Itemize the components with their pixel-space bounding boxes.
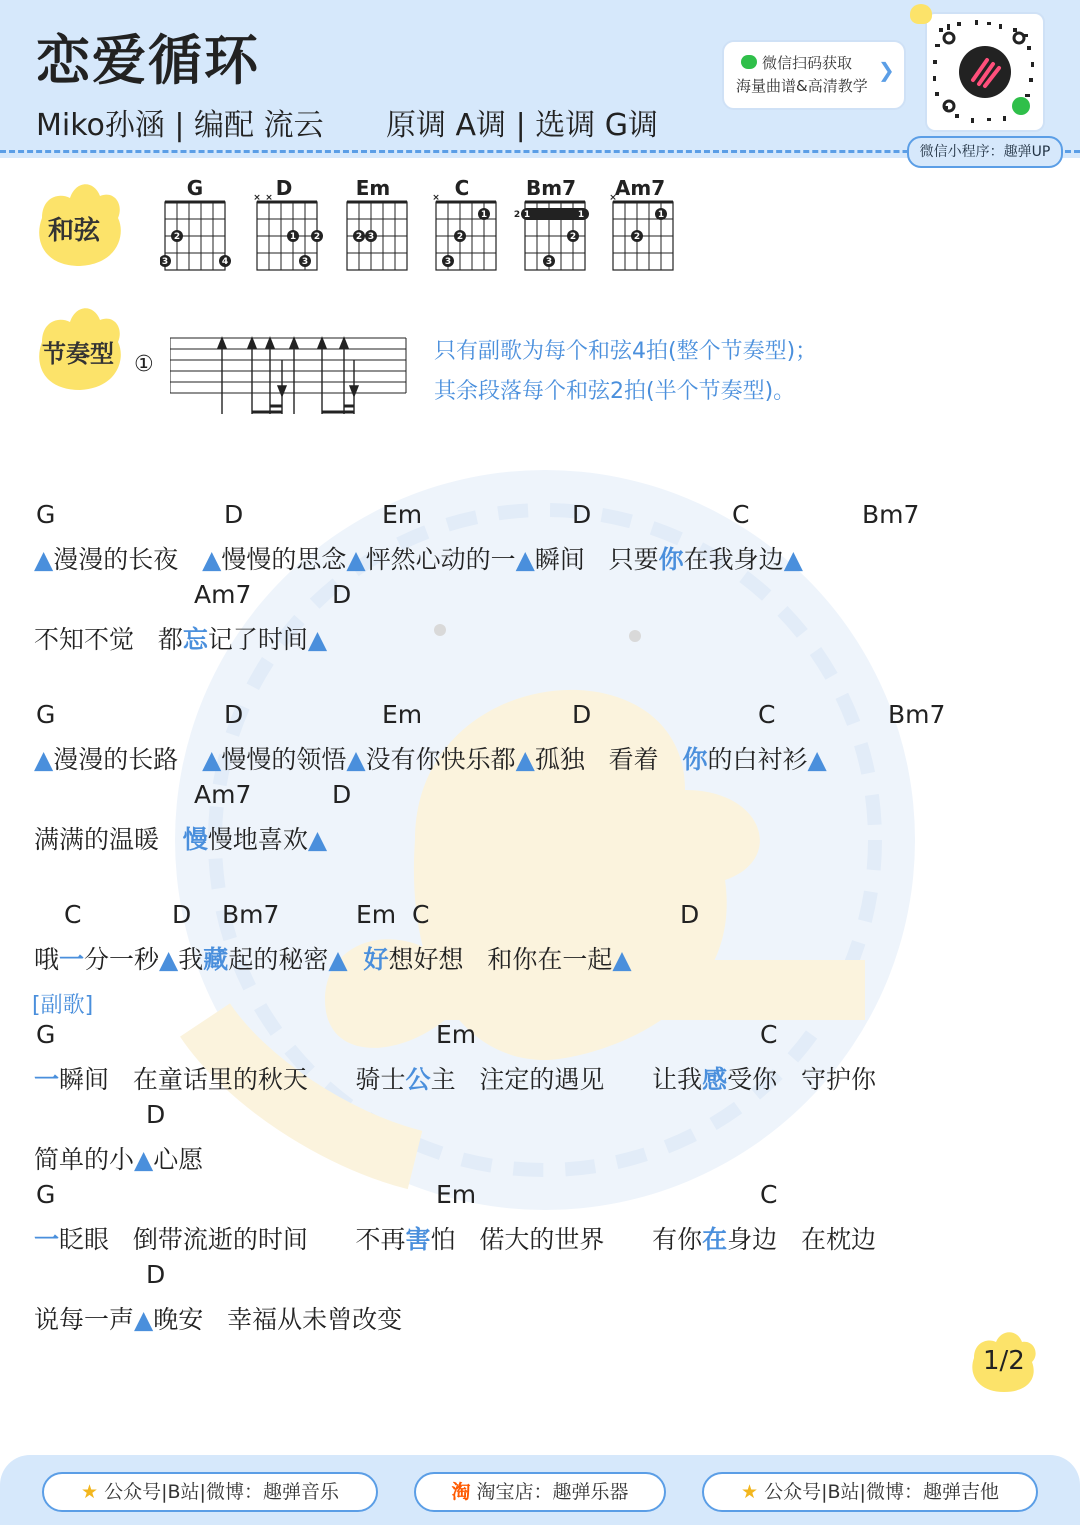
chord-marker: C — [412, 900, 430, 929]
svg-text:3: 3 — [545, 257, 553, 267]
svg-text:2: 2 — [456, 232, 464, 242]
chord-marker: D — [146, 1260, 166, 1289]
chord-marker: Em — [382, 500, 423, 529]
svg-text:×: × — [609, 194, 617, 203]
chord-marker: Bm7 — [862, 500, 920, 529]
svg-text:3: 3 — [301, 257, 309, 267]
rhythm-note-2: 其余段落每个和弦2拍(半个节奏型)。 — [434, 379, 796, 404]
chord-marker: D — [680, 900, 700, 929]
page-number: 1/2 — [983, 1346, 1025, 1376]
chord-marker: Am7 — [194, 580, 252, 609]
svg-text:1: 1 — [577, 210, 585, 220]
footer-pill-middle[interactable] — [414, 1472, 666, 1512]
chord-marker: D — [332, 580, 352, 609]
footer-left-text: 公众号|B站|微博：趣弹音乐 — [104, 1481, 339, 1503]
chord-marker: Em — [356, 900, 397, 929]
svg-text:1: 1 — [289, 232, 297, 242]
footer-right-text: 公众号|B站|微博：趣弹吉他 — [764, 1481, 999, 1503]
star-icon: ★ — [741, 1481, 759, 1503]
chord-marker: D — [146, 1100, 166, 1129]
chord-marker: Em — [436, 1180, 477, 1209]
rhythm-note-1: 只有副歌为每个和弦4拍(整个节奏型)； — [434, 339, 818, 364]
taobao-icon: 淘 — [451, 1481, 471, 1503]
chord-marker: G — [36, 1180, 56, 1209]
chord-marker: C — [732, 500, 750, 529]
svg-text:3: 3 — [367, 232, 375, 242]
chords-label: 和弦 — [48, 216, 101, 246]
duck-logo-icon — [910, 4, 932, 24]
rhythm-label: 节奏型 — [42, 340, 114, 368]
lyric-line: 简单的小▲心愿 — [34, 1145, 204, 1174]
svg-text:2: 2 — [173, 232, 181, 242]
chord-name-g: G — [186, 176, 204, 200]
svg-text:4: 4 — [221, 257, 229, 267]
svg-text:1: 1 — [523, 210, 531, 220]
chord-name-em: Em — [355, 176, 391, 200]
chord-marker: D — [172, 900, 192, 929]
chord-marker: D — [572, 500, 592, 529]
chord-marker: C — [760, 1020, 778, 1049]
chord-marker: Am7 — [194, 780, 252, 809]
svg-text:3: 3 — [444, 257, 452, 267]
svg-text:1: 1 — [657, 210, 665, 220]
wechat-icon — [741, 55, 757, 69]
wechat-line2: 海量曲谱&高清教学 — [736, 77, 868, 95]
lyric-line: 一眨眼 倒带流逝的时间 不再害怕 偌大的世界 有你在身边 在枕边 — [34, 1225, 876, 1254]
chord-marker: Em — [382, 700, 423, 729]
chord-marker: C — [758, 700, 776, 729]
chorus-tag: [副歌] — [32, 993, 94, 1018]
chord-marker: G — [36, 700, 56, 729]
svg-text:×: × — [265, 194, 273, 203]
artist-arranger: Miko孙涵 | 编配 流云 — [36, 108, 324, 143]
svg-text:2: 2 — [313, 232, 321, 242]
song-title: 恋爱循环 — [36, 29, 260, 92]
rhythm-pattern-staff — [170, 336, 410, 418]
chord-marker: C — [64, 900, 82, 929]
svg-text:2: 2 — [355, 232, 363, 242]
chord-marker: D — [224, 500, 244, 529]
lyric-line: 一瞬间 在童话里的秋天 骑士公主 注定的遇见 让我感受你 守护你 — [34, 1065, 876, 1094]
chord-marker: D — [572, 700, 592, 729]
chord-marker: Em — [436, 1020, 477, 1049]
lyric-line: 满满的温暖 慢慢地喜欢▲ — [34, 825, 328, 854]
footer-pill-left[interactable] — [42, 1472, 378, 1512]
chord-marker: Bm7 — [888, 700, 946, 729]
chord-marker: C — [760, 1180, 778, 1209]
lyric-line: 不知不觉 都忘记了时间▲ — [34, 625, 328, 654]
chord-diagrams — [160, 194, 680, 276]
key-info: 原调 A调 | 选调 G调 — [386, 108, 659, 143]
svg-text:1: 1 — [480, 210, 488, 220]
lyric-line: 说每一声▲晚安 幸福从未曾改变 — [34, 1305, 403, 1334]
chord-marker: G — [36, 1020, 56, 1049]
lyric-line: 哦一分一秒▲我藏起的秘密▲ 好想好想 和你在一起▲ — [34, 945, 632, 974]
chevron-right-icon: ❯ — [878, 58, 895, 82]
chord-marker: D — [332, 780, 352, 809]
mini-program-label: 微信小程序：趣弹UP — [907, 136, 1063, 168]
footer-middle-text: 淘宝店：趣弹乐器 — [476, 1481, 629, 1503]
svg-text:2: 2 — [513, 210, 521, 220]
star-icon: ★ — [81, 1481, 99, 1503]
wechat-line1: 微信扫码获取 — [762, 54, 853, 72]
footer-pill-right[interactable] — [702, 1472, 1038, 1512]
lyric-line: ▲漫漫的长夜 ▲慢慢的思念▲怦然心动的一▲瞬间 只要你在我身边▲ — [34, 545, 803, 574]
chord-name-c: C — [454, 176, 470, 200]
svg-text:×: × — [253, 194, 261, 203]
svg-text:×: × — [432, 194, 440, 203]
chord-name-bm7: Bm7 — [526, 176, 576, 200]
svg-text:2: 2 — [633, 232, 641, 242]
chord-marker: D — [224, 700, 244, 729]
chord-marker: G — [36, 500, 56, 529]
chord-name-am7: Am7 — [614, 176, 666, 200]
svg-text:2: 2 — [569, 232, 577, 242]
lyric-line: ▲漫漫的长路 ▲慢慢的领悟▲没有你快乐都▲孤独 看着 你的白衬衫▲ — [34, 745, 827, 774]
chord-marker: Bm7 — [222, 900, 280, 929]
chord-name-d: D — [275, 176, 293, 200]
svg-text:3: 3 — [161, 257, 169, 267]
qr-code[interactable] — [925, 12, 1045, 132]
pattern-number: ① — [134, 352, 154, 377]
